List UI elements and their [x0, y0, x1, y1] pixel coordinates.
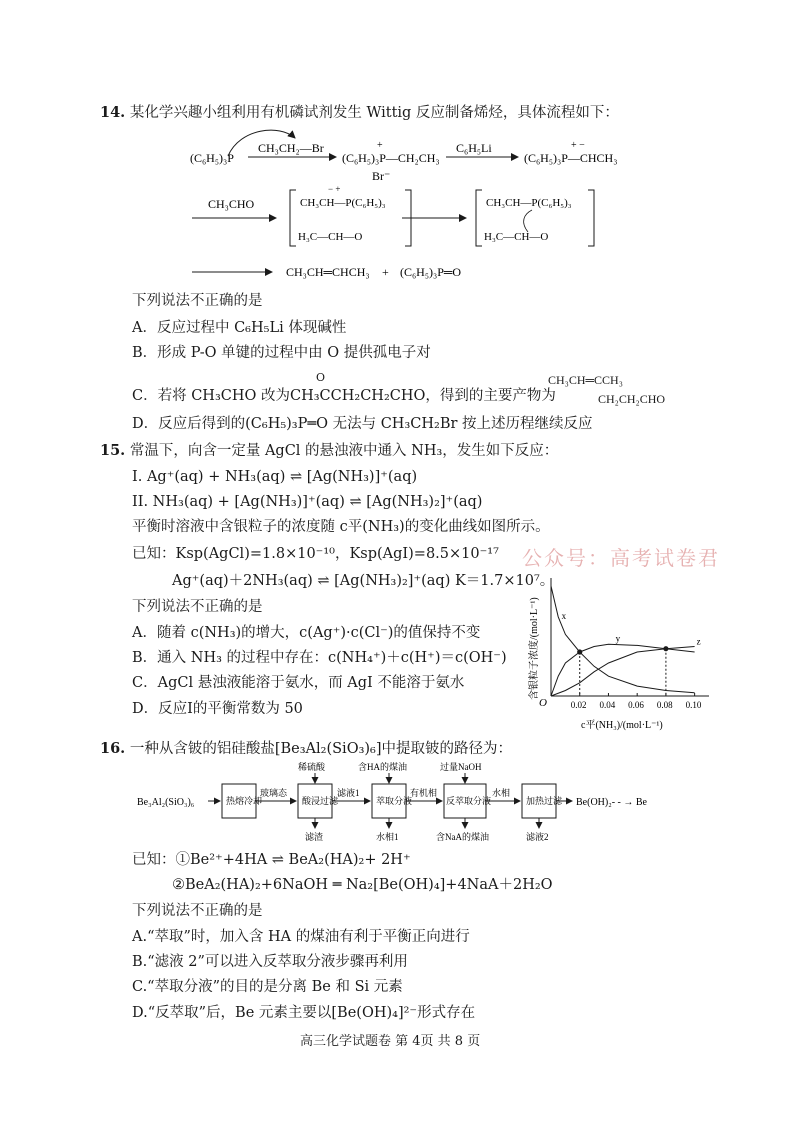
scheme-product1: CH₃CH═CHCH₃ — [286, 265, 370, 279]
q14-stem — [100, 102, 619, 124]
chart-xlabel: c平(NH₃)/(mol·L⁻¹) — [581, 720, 663, 731]
flow-bottom-3: 水相1 — [376, 832, 399, 842]
chart-series-z — [551, 647, 695, 697]
flow-arrow-4-label: 水相 — [492, 788, 511, 798]
chart-series-x — [551, 586, 695, 693]
chart-origin: O — [539, 697, 547, 709]
q15-reaction-2: II. NH₃(aq) + [Ag(NH₃)]⁺(aq) ⇌ [Ag(NH₃)₂]⁺(aq) — [132, 494, 483, 510]
q16-option-a: A.“萃取”时，加入含 HA 的煤油有利于平衡正向进行 — [132, 929, 470, 945]
q15-prompt: 下列说法不正确的是 — [132, 599, 263, 615]
q14-c-product-bottom: CH₂CH₂CHO — [598, 392, 666, 406]
flow-box-4-label: 反萃取分液 — [446, 796, 492, 806]
silver-species-chart — [515, 572, 715, 732]
q14-option-c-o: O — [316, 371, 326, 384]
q15-option-d: D．反应I的平衡常数为 50 — [132, 701, 303, 717]
chart-series-label-z: z — [696, 636, 701, 647]
scheme-ylide-charges: + − — [571, 140, 585, 151]
q14-prompt: 下列说法不正确的是 — [132, 293, 263, 309]
scheme-plus: + — [382, 265, 389, 279]
flow-arrow-1-label: 玻璃态 — [260, 788, 288, 798]
scheme-product2: (C₆H₅)₃P═O — [400, 265, 462, 279]
q16-known-1: 已知：①Be²⁺+4HA ⇌ BeA₂(HA)₂+ 2H⁺ — [132, 852, 411, 868]
chart-series-y — [551, 644, 695, 696]
q14-stem-text: 某化学兴趣小组利用有机磷试剂发生 Wittig 反应制备烯烃，具体流程如下： — [129, 105, 619, 121]
q14-number: 14. — [100, 104, 126, 121]
chart-series-label-x: x — [561, 611, 567, 622]
flow-box-5-label: 加热过滤 — [526, 796, 563, 806]
q15-stem — [100, 440, 558, 462]
scheme-int1-charges: − + — [328, 184, 341, 194]
flow-end: Be(OH)₂- - → Be — [576, 797, 647, 808]
flow-box-2-label: 酸浸过滤 — [302, 796, 339, 806]
scheme-reagent3: CH₃CHO — [208, 197, 255, 211]
chart-x-tick-label: 0.10 — [685, 700, 702, 710]
chart-x-tick-label: 0.04 — [599, 700, 616, 710]
chart-ylabel: 含银粒子浓度/(mol·L⁻¹) — [529, 597, 540, 700]
page-footer: 高三化学试题卷 第 4页 共 8 页 — [300, 1034, 481, 1049]
q15-option-b: B．通入 NH₃ 的过程中存在：c(NH₄⁺)＋c(H⁺)＝c(OH⁻) — [132, 650, 507, 666]
flow-box-1-label: 热熔冷却 — [226, 796, 263, 806]
scheme-int1-bottom: H₃C—CH—O — [298, 231, 363, 243]
wittig-scheme — [0, 126, 800, 306]
bracket-right-2 — [588, 190, 594, 246]
q16-known-2: ②BeA₂(HA)₂+6NaOH ═ Na₂[Be(OH)₄]+4NaA＋2H₂O — [172, 877, 553, 893]
q16-prompt: 下列说法不正确的是 — [132, 903, 263, 919]
chart-x-tick-label: 0.06 — [628, 700, 644, 710]
scheme-int1-top: CH₃CH—P(C₆H₅)₃ — [300, 197, 386, 209]
chart-x-tick-label: 0.08 — [656, 700, 673, 710]
q15-desc: 平衡时溶液中含银粒子的浓度随 c平(NH₃)的变化曲线如图所示。 — [132, 519, 550, 535]
q15-stem-text: 常温下，向含一定量 AgCl 的悬浊液中通入 NH₃，发生如下反应： — [129, 443, 559, 459]
q15-reaction-1: I. Ag⁺(aq) + NH₃(aq) ⇌ [Ag(NH₃)]⁺(aq) — [132, 469, 418, 485]
q14-option-c — [132, 371, 556, 407]
q14-c-product-top: CH₃CH═CCH₃ — [548, 373, 623, 387]
scheme-reactant: (C₆H₅)₃P — [190, 151, 234, 165]
q14-option-c-mid: ，得到的主要产物为 — [425, 388, 556, 404]
flow-start: Be₃Al₂(SiO₃)₆ — [137, 797, 195, 808]
q16-option-b: B.“滤液 2”可以进入反萃取分液步骤再利用 — [132, 954, 408, 970]
q15-known-1: 已知：Ksp(AgCl)=1.8×10⁻¹⁰，Ksp(AgI)=8.5×10⁻¹⁷ — [132, 546, 499, 562]
flow-arrow-3-label: 有机相 — [410, 788, 438, 798]
flow-top-2: 稀硫酸 — [298, 762, 326, 772]
scheme-reagent2: C₆H₅Li — [456, 141, 492, 155]
q16-number: 16. — [100, 740, 126, 757]
scheme-reagent1: CH₃CH₂—Br — [258, 141, 324, 155]
q16-option-c: C.“萃取分液”的目的是分离 Be 和 Si 元素 — [132, 979, 403, 995]
q16-stem — [100, 738, 512, 760]
q15-known-2: Ag⁺(aq)＋2NH₃(aq) ⇌ [Ag(NH₃)₂]⁺(aq) K＝1.7×10⁷。 — [172, 573, 555, 589]
q15-option-c: C．AgCl 悬浊液能溶于氨水，而 AgI 不能溶于氨水 — [132, 675, 465, 691]
q14-option-c-formula: CH₃CCH₂CH₂CHO — [290, 388, 426, 404]
scheme-salt-plus: + — [377, 140, 383, 151]
scheme-int2-top: CH₃CH—P(C₆H₅)₃ — [486, 197, 572, 209]
flow-bottom-5: 滤液2 — [526, 832, 549, 842]
chart-x-tick-label: 0.02 — [570, 700, 587, 710]
q14-option-d: D．反应后得到的(C₆H₅)₃P═O 无法与 CH₃CH₂Br 按上述历程继续反应 — [132, 416, 593, 432]
scheme-salt: (C₆H₅)₃P—CH₂CH₃ — [342, 151, 440, 165]
electron-arrow — [524, 210, 532, 232]
scheme-ylide: (C₆H₅)₃P—CHCH₃ — [524, 151, 618, 165]
bracket-left-2 — [476, 190, 482, 246]
watermark: 公众号：高考试卷君 — [522, 546, 720, 570]
flow-bottom-4: 含NaA的煤油 — [436, 832, 489, 842]
q16-option-d: D.“反萃取”后，Be 元素主要以[Be(OH)₄]²⁻形式存在 — [132, 1005, 476, 1021]
bracket-left-1 — [290, 190, 296, 246]
q15-option-a: A．随着 c(NH₃)的增大，c(Ag⁺)·c(Cl⁻)的值保持不变 — [132, 625, 481, 641]
flow-box-3-label: 萃取分液 — [376, 796, 413, 806]
chart-series-label-y: y — [615, 633, 621, 644]
scheme-bromide: Br⁻ — [372, 169, 391, 183]
q14-option-c-pre: C．若将 CH₃CHO 改为 — [132, 388, 290, 404]
flow-top-3: 含HA的煤油 — [358, 762, 407, 772]
flow-arrow-2-label: 滤液1 — [337, 788, 360, 798]
extraction-flowchart — [0, 760, 800, 850]
q16-stem-text: 一种从含铍的铝硅酸盐[Be₃Al₂(SiO₃)₆]中提取铍的路径为： — [129, 741, 513, 757]
q14-option-a: A．反应过程中 C₆H₅Li 体现碱性 — [132, 320, 347, 336]
scheme-int2-bottom: H₃C—CH—O — [484, 231, 549, 243]
flow-bottom-2: 滤渣 — [305, 832, 324, 842]
q14-option-b: B．形成 P-O 单键的过程中由 O 提供孤电子对 — [132, 345, 431, 361]
q15-number: 15. — [100, 442, 126, 459]
flow-top-4: 过量NaOH — [440, 762, 482, 772]
